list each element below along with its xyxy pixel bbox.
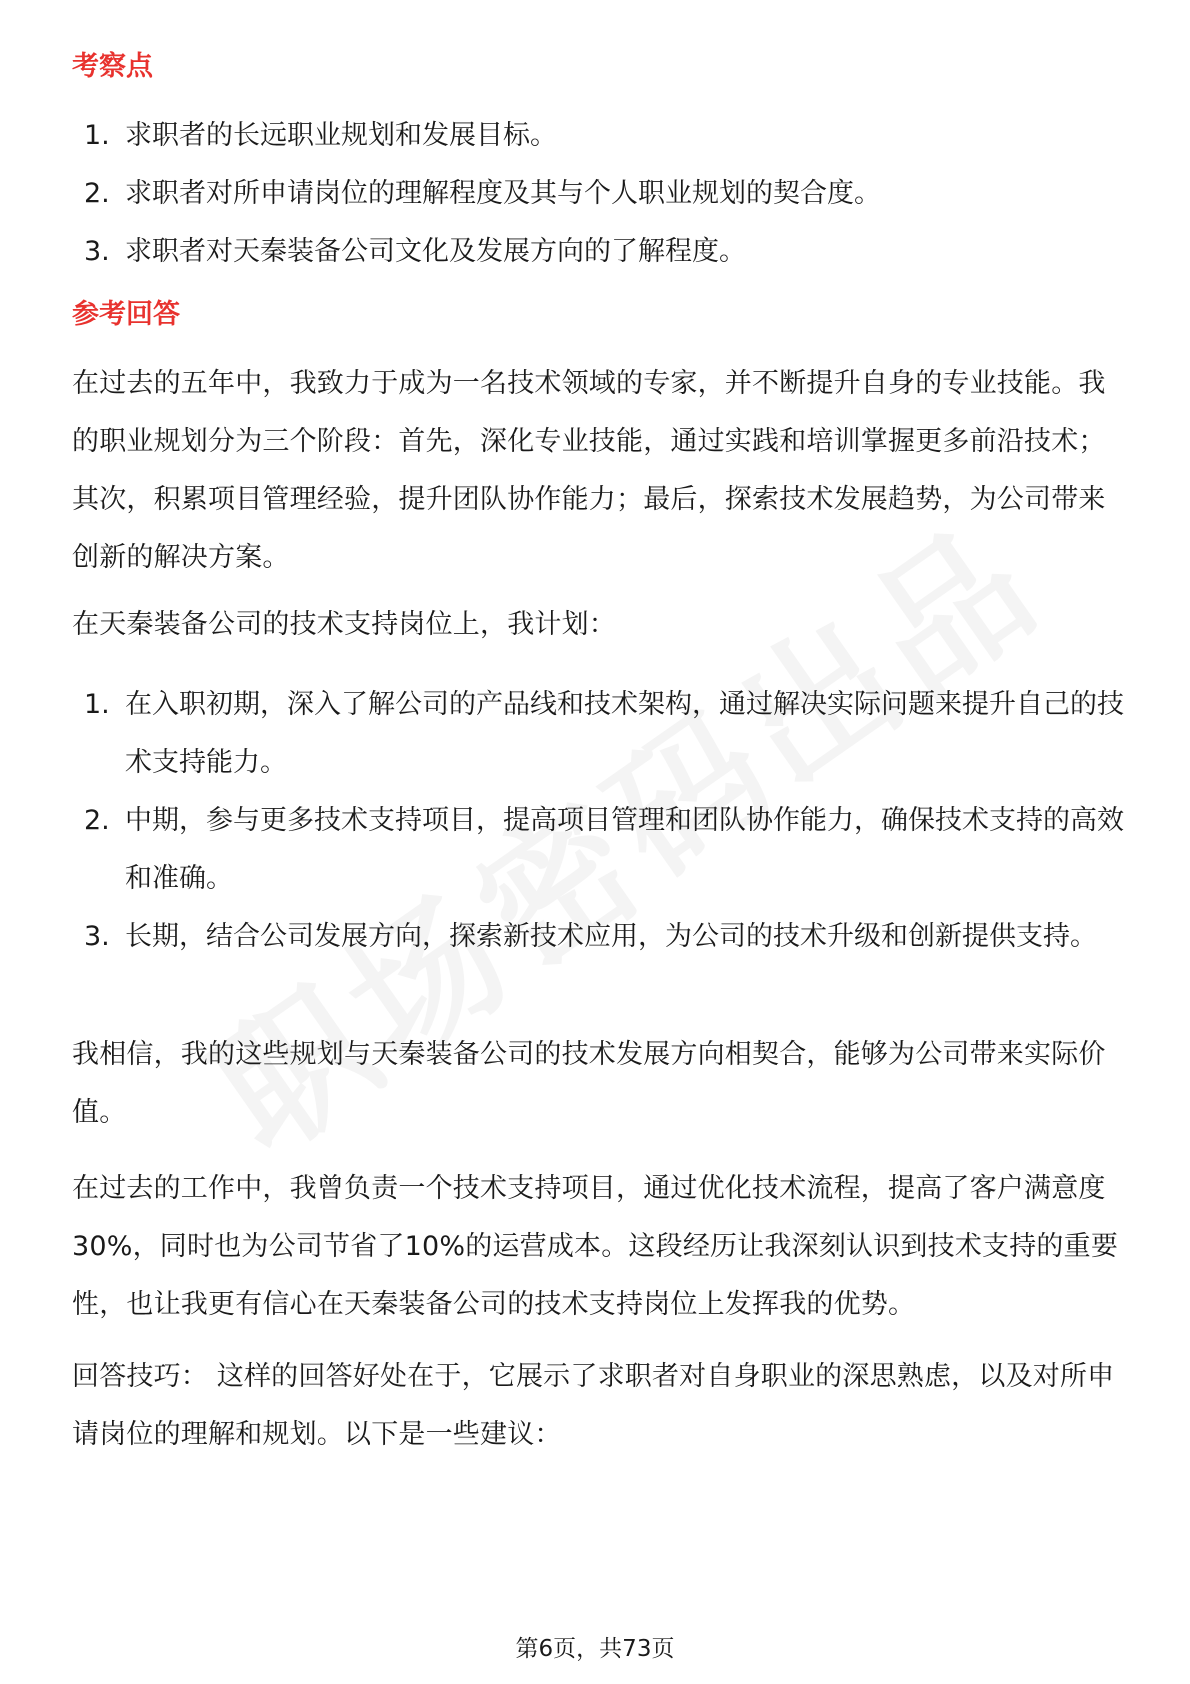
list-item: [72, 676, 1132, 792]
list-number: 3.: [84, 921, 110, 952]
list-item: [72, 165, 1132, 223]
list-item-text: 求职者对所申请岗位的理解程度及其与个人职业规划的契合度。: [125, 178, 881, 209]
list-item-text: 在入职初期，深入了解公司的产品线和技术架构，通过解决实际问题来提升自己的技术支持能力。: [125, 689, 1124, 778]
focus-list: [72, 107, 1132, 281]
list-number: 1.: [84, 689, 110, 720]
list-item-text: 求职者对天秦装备公司文化及发展方向的了解程度。: [125, 236, 746, 267]
list-number: 3.: [84, 236, 110, 267]
answer-paragraph-3: 我相信，我的这些规划与天秦装备公司的技术发展方向相契合，能够为公司带来实际价值。: [72, 1039, 1106, 1128]
page-number: 第6页，共73页: [515, 1636, 675, 1662]
list-number: 2.: [84, 805, 110, 836]
list-number: 2.: [84, 178, 110, 209]
list-item-text: 长期，结合公司发展方向，探索新技术应用，为公司的技术升级和创新提供支持。: [125, 921, 1097, 952]
list-item-text: 求职者的长远职业规划和发展目标。: [125, 120, 557, 151]
answer-paragraph-2: 在天秦装备公司的技术支持岗位上，我计划：: [72, 609, 616, 640]
focus-section-title: 考察点: [72, 51, 153, 82]
list-item: [72, 908, 1132, 966]
plan-list: [72, 676, 1132, 966]
list-item-text: 中期，参与更多技术支持项目，提高项目管理和团队协作能力，确保技术支持的高效和准确。: [125, 805, 1124, 894]
list-item: [72, 107, 1132, 165]
answer-section-title: 参考回答: [72, 299, 180, 330]
list-item: [72, 223, 1132, 281]
answer-paragraph-1: 在过去的五年中，我致力于成为一名技术领域的专家，并不断提升自身的专业技能。我的职业规划分为三个阶段：首先，深化专业技能，通过实践和培训掌握更多前沿技术；其次，积累项目管理经验，提升团队协作能力；最后，探索技术发展趋势，为公司带来创新的解决方案。: [72, 368, 1106, 573]
answer-paragraph-4: 在过去的工作中，我曾负责一个技术支持项目，通过优化技术流程，提高了客户满意度30%，同时也为公司节省了10%的运营成本。这段经历让我深刻认识到技术支持的重要性，也让我更有信心在天秦装备公司的技术支持岗位上发挥我的优势。: [72, 1173, 1119, 1320]
list-number: 1.: [84, 120, 110, 151]
answer-tips-paragraph: 回答技巧： 这样的回答好处在于，它展示了求职者对自身职业的深思熟虑，以及对所申请岗位的理解和规划。以下是一些建议：: [72, 1361, 1115, 1450]
list-item: [72, 792, 1132, 908]
